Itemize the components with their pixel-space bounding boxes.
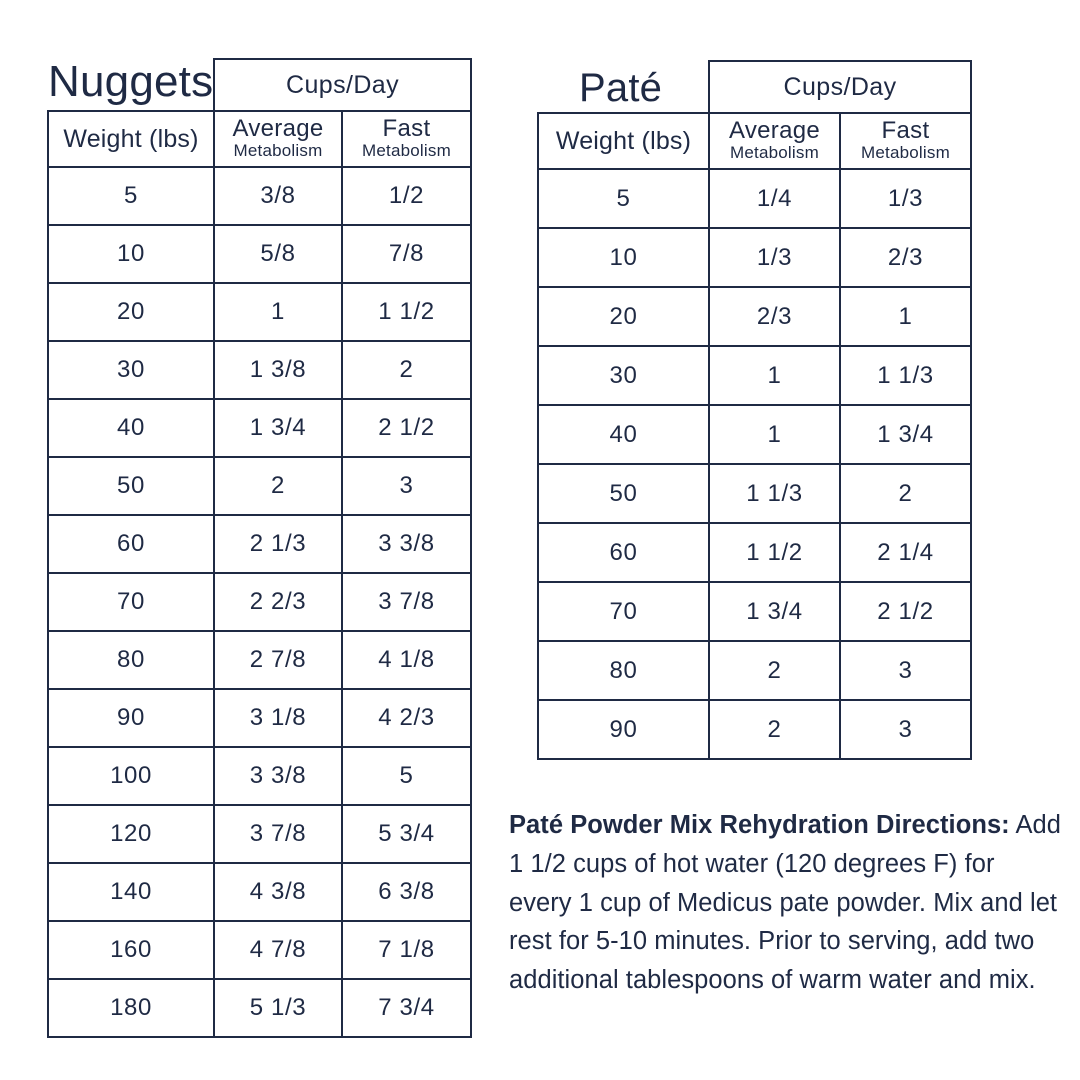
pate-average-header-main: Average [728, 117, 821, 145]
table-row [48, 457, 471, 515]
weight-cell: 60 [48, 515, 214, 573]
average-cell: 1 [214, 283, 342, 341]
table-row [538, 582, 971, 641]
weight-cell: 70 [538, 582, 709, 641]
table-row [48, 341, 471, 399]
nuggets-table [47, 58, 472, 1038]
table-row [538, 641, 971, 700]
average-cell: 2/3 [709, 287, 840, 346]
fast-cell: 7 1/8 [342, 921, 471, 979]
fast-cell: 1 3/4 [840, 405, 971, 464]
table-row [48, 225, 471, 283]
fast-cell: 2 [840, 464, 971, 523]
weight-cell: 50 [48, 457, 214, 515]
weight-cell: 5 [48, 167, 214, 225]
table-row [538, 287, 971, 346]
nuggets-average-header [214, 111, 342, 167]
weight-cell: 20 [48, 283, 214, 341]
table-row [48, 921, 471, 979]
fast-cell: 4 1/8 [342, 631, 471, 689]
nuggets-fast-header [342, 111, 471, 167]
fast-cell: 5 [342, 747, 471, 805]
pate-fast-header-main: Fast [881, 117, 930, 145]
nuggets-column-header-row [48, 111, 471, 167]
weight-cell: 140 [48, 863, 214, 921]
weight-cell: 30 [538, 346, 709, 405]
average-cell: 5 1/3 [214, 979, 342, 1037]
fast-cell: 3 [840, 641, 971, 700]
pate-weight-header: Weight (lbs) [538, 113, 709, 169]
weight-cell: 100 [48, 747, 214, 805]
fast-cell: 2 1/2 [840, 582, 971, 641]
table-row [48, 979, 471, 1037]
weight-cell: 40 [48, 399, 214, 457]
fast-cell: 2 1/4 [840, 523, 971, 582]
table-row [48, 399, 471, 457]
weight-cell: 80 [48, 631, 214, 689]
fast-cell: 3 [342, 457, 471, 515]
weight-cell: 60 [538, 523, 709, 582]
fast-cell: 6 3/8 [342, 863, 471, 921]
table-row [48, 515, 471, 573]
nuggets-title: Nuggets [48, 57, 214, 106]
average-cell: 3/8 [214, 167, 342, 225]
directions-body: Add 1 1/2 cups of hot water (120 degrees F) for every 1 cup of Medicus pate powder. Mix and let rest for 5-10 minutes. Prior to serving, add two additional tablespoons of warm water and mix. [509, 811, 1061, 994]
directions-heading: Paté Powder Mix Rehydration Directions: [509, 811, 1010, 839]
fast-cell: 7/8 [342, 225, 471, 283]
average-cell: 2 2/3 [214, 573, 342, 631]
nuggets-weight-header: Weight (lbs) [48, 111, 214, 167]
average-cell: 1 3/4 [214, 399, 342, 457]
average-cell: 4 3/8 [214, 863, 342, 921]
table-row [538, 405, 971, 464]
average-cell: 2 [709, 641, 840, 700]
weight-cell: 70 [48, 573, 214, 631]
weight-cell: 90 [48, 689, 214, 747]
fast-cell: 3 [840, 700, 971, 759]
average-cell: 4 7/8 [214, 921, 342, 979]
weight-cell: 160 [48, 921, 214, 979]
nuggets-fast-header-main: Fast [382, 115, 431, 143]
weight-cell: 10 [538, 228, 709, 287]
table-row [48, 283, 471, 341]
table-row [48, 573, 471, 631]
average-cell: 3 1/8 [214, 689, 342, 747]
table-row [48, 631, 471, 689]
fast-cell: 2 1/2 [342, 399, 471, 457]
pate-rehydration-directions [509, 806, 1061, 1000]
average-cell: 5/8 [214, 225, 342, 283]
weight-cell: 50 [538, 464, 709, 523]
weight-cell: 90 [538, 700, 709, 759]
average-cell: 1 [709, 346, 840, 405]
average-cell: 3 7/8 [214, 805, 342, 863]
pate-fast-header-sub: Metabolism [861, 142, 950, 162]
weight-cell: 180 [48, 979, 214, 1037]
average-cell: 2 7/8 [214, 631, 342, 689]
fast-cell: 2/3 [840, 228, 971, 287]
weight-cell: 30 [48, 341, 214, 399]
nuggets-chart-block [47, 58, 472, 1038]
average-cell: 2 [709, 700, 840, 759]
weight-cell: 5 [538, 169, 709, 228]
pate-chart-block [537, 60, 972, 760]
pate-average-header-sub: Metabolism [730, 142, 819, 162]
weight-cell: 20 [538, 287, 709, 346]
nuggets-average-header-main: Average [232, 115, 324, 143]
weight-cell: 40 [538, 405, 709, 464]
fast-cell: 1 1/3 [840, 346, 971, 405]
fast-cell: 1 [840, 287, 971, 346]
table-row [48, 689, 471, 747]
average-cell: 1/3 [709, 228, 840, 287]
fast-cell: 1/3 [840, 169, 971, 228]
pate-average-header [709, 113, 840, 169]
nuggets-cups-per-day-header: Cups/Day [214, 59, 471, 111]
nuggets-average-header-sub: Metabolism [233, 140, 323, 160]
table-row [538, 464, 971, 523]
table-row [538, 169, 971, 228]
table-row [48, 167, 471, 225]
average-cell: 2 1/3 [214, 515, 342, 573]
table-row [538, 228, 971, 287]
average-cell: 1 3/4 [709, 582, 840, 641]
table-row [48, 863, 471, 921]
fast-cell: 3 3/8 [342, 515, 471, 573]
weight-cell: 80 [538, 641, 709, 700]
average-cell: 1 [709, 405, 840, 464]
average-cell: 1/4 [709, 169, 840, 228]
fast-cell: 4 2/3 [342, 689, 471, 747]
pate-table [537, 60, 972, 760]
average-cell: 2 [214, 457, 342, 515]
average-cell: 3 3/8 [214, 747, 342, 805]
pate-fast-header [840, 113, 971, 169]
table-row [538, 523, 971, 582]
table-row [48, 747, 471, 805]
fast-cell: 5 3/4 [342, 805, 471, 863]
fast-cell: 1 1/2 [342, 283, 471, 341]
fast-cell: 7 3/4 [342, 979, 471, 1037]
nuggets-fast-header-sub: Metabolism [362, 140, 451, 160]
table-row [538, 346, 971, 405]
table-row [538, 700, 971, 759]
pate-column-header-row [538, 113, 971, 169]
average-cell: 1 3/8 [214, 341, 342, 399]
weight-cell: 120 [48, 805, 214, 863]
average-cell: 1 1/2 [709, 523, 840, 582]
pate-cups-per-day-header: Cups/Day [709, 61, 971, 113]
fast-cell: 2 [342, 341, 471, 399]
weight-cell: 10 [48, 225, 214, 283]
table-row [48, 805, 471, 863]
pate-title: Paté [579, 66, 663, 110]
fast-cell: 1/2 [342, 167, 471, 225]
average-cell: 1 1/3 [709, 464, 840, 523]
fast-cell: 3 7/8 [342, 573, 471, 631]
